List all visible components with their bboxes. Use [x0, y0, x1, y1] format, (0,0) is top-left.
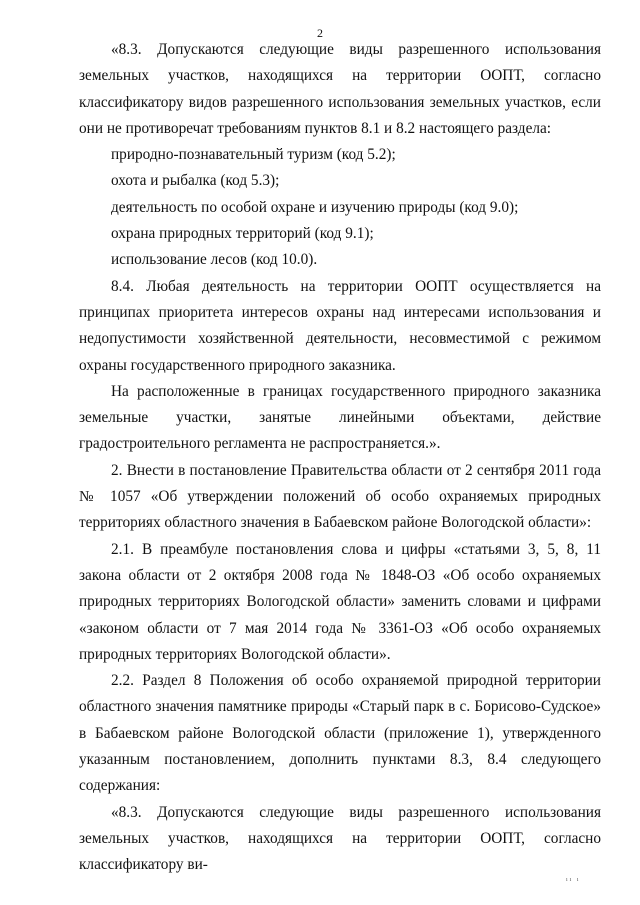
list-item-forest-use: использование лесов (код 10.0).: [111, 251, 318, 269]
list-item-hunting-fishing: охота и рыбалка (код 5.3);: [111, 172, 280, 190]
paragraph-8-3-intro: «8.3. Допускаются следующие виды разрешенного использования земельных участков, находящихся на территории ООПТ, согласно классификатору видов разрешенного использования земельных участков, если они не противоречат требованиям пунктов 8.1 и 8.2 настоящего раздела:: [79, 41, 601, 137]
paragraph-8-4: 8.4. Любая деятельность на территории ООПТ осуществляется на принципах приоритета интересов охраны над интересами использования и недопустимости хозяйственной деятельности, несовместимой с режимом охраны государственного природного заказника.: [79, 277, 601, 374]
list-item-tourism: природно-познавательный туризм (код 5.2);: [111, 146, 396, 164]
paragraph-8-3-repeat: «8.3. Допускаются следующие виды разрешенного использования земельных участков, находящихся на территории ООПТ, согласно классификатору ви-: [79, 803, 601, 874]
list-item-nature-protection-study: деятельность по особой охране и изучению природы (код 9.0);: [111, 198, 519, 216]
list-item-natural-territories-protection: охрана природных территорий (код 9.1);: [111, 225, 374, 243]
paragraph-item-2: 2. Внести в постановление Правительства области от 2 сентября 2011 года № 1057 «Об утверждении положений об особо охраняемых природных территориях областного значения в Бабаевском районе Вологодской области»:: [79, 461, 601, 532]
paragraph-item-2-1: 2.1. В преамбуле постановления слова и цифры «статьями 3, 5, 8, 11 закона области от 2 октября 2008 года № 1848-ОЗ «Об особо охраняемых природных территориях Вологодской области» заменить словами и цифрами «законом области от 7 мая 2014 года № 3361-ОЗ «Об особо охраняемых природных территориях Вологодской области».: [79, 540, 601, 663]
paragraph-linear-objects: На расположенные в границах государственного природного заказника земельные участки, занятые линейными объектами, действие градостроительного регламента не распространяется.».: [79, 382, 601, 453]
page-number: 2: [317, 26, 323, 40]
paragraph-item-2-2: 2.2. Раздел 8 Положения об особо охраняемой природной территории областного значения памятнике природы «Старый парк в с. Борисово-Судское» в Бабаевском районе Вологодской области (приложение 1), утвержденного указанным постановлением, дополнить пунктами 8.3, 8.4 следующего содержания:: [79, 672, 601, 795]
document-body: [79, 37, 601, 879]
scan-mark: ıı ı: [566, 877, 581, 883]
